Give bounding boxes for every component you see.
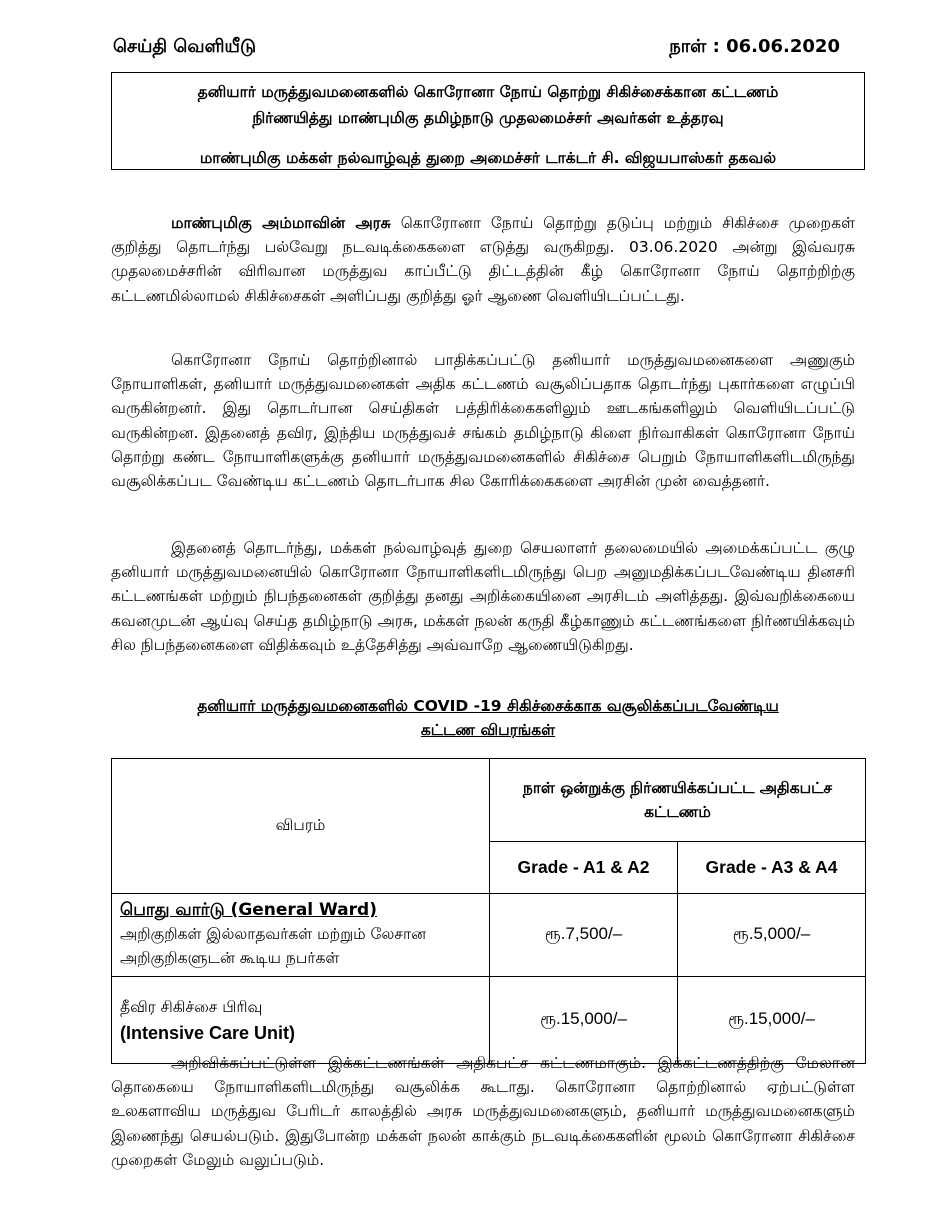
- paragraph-1-lead: மாண்புமிகு அம்மாவின் அரசு: [171, 214, 391, 232]
- headline-line-1: தனியார் மருத்துவமனைகளில் கொரோனா நோய் தொற்று சிகிச்சைக்கான கட்டணம்: [197, 83, 779, 101]
- row-title: பொது வார்டு (General Ward): [120, 900, 377, 920]
- fee-table-title: [111, 694, 865, 742]
- column-header-grade-b: Grade - A3 & A4: [677, 842, 865, 894]
- paragraph-1: [111, 211, 855, 308]
- fee-table-title-line-1: தனியார் மருத்துவமனைகளில் COVID -19 சிகிச்சைக்காக வசூலிக்கப்படவேண்டிய: [197, 697, 779, 715]
- row-description-line-2: அறிகுறிகளுடன் கூடிய நபர்கள்: [120, 949, 340, 967]
- row-label: [112, 894, 490, 977]
- column-header-grade-a: Grade - A1 & A2: [490, 842, 678, 894]
- column-header-max-fee-line-2: கட்டணம்: [644, 803, 711, 822]
- fee-table-title-line-2: கட்டண விபரங்கள்: [420, 721, 556, 739]
- table-row: [112, 894, 866, 977]
- fee-grade-a: ரூ.15,000/–: [490, 977, 678, 1064]
- fee-table: [111, 758, 866, 1064]
- release-date: நாள் : 06.06.2020: [669, 36, 840, 57]
- row-title: தீவிர சிகிச்சை பிரிவு: [120, 998, 263, 1016]
- headline-box: [111, 72, 865, 170]
- headline-subtitle: மாண்புமிகு மக்கள் நல்வாழ்வுத் துறை அமைச்சர் டாக்டர் சி. விஜயபாஸ்கர் தகவல்: [199, 149, 777, 167]
- row-title-english: (Intensive Care Unit): [120, 1023, 296, 1043]
- column-header-max-fee: [490, 759, 866, 842]
- paragraph-1-body: கொரோனா நோய் தொற்று தடுப்பு மற்றும் சிகிச்சை முறைகள் குறித்து தொடர்ந்து பல்வேறு நடவடிக்கைகளை எடுத்து வருகிறது. 03.06.2020 அன்று இவ்வரசு முதலமைச்சரின் விரிவான மருத்துவ காப்பீட்டு திட்டத்தின் கீழ் கொரோனா நோய் தொற்றிற்கு கட்டணமில்லாமல் சிகிச்சைகள் அளிப்பது குறித்து ஓர் ஆணை வெளியிடப்பட்டது.: [111, 214, 855, 305]
- row-description-line-1: அறிகுறிகள் இல்லாதவர்கள் மற்றும் லேசான: [120, 925, 427, 943]
- paragraph-4: அறிவிக்கப்பட்டுள்ள இக்கட்டணங்கள் அதிகபட்ச கட்டணமாகும். இக்கட்டணத்திற்கு மேலான தொகையை நோயாளிகளிடமிருந்து வசூலிக்க கூடாது. கொரோனா தொற்றினால் ஏற்பட்டுள்ள உலகளாவிய மருத்துவ பேரிடர் காலத்தில் அரசு மருத்துவமனைகளும், தனியார் மருத்துவமனைகளும் இணைந்து செயல்படும். இதுபோன்ற மக்கள் நலன் காக்கும் நடவடிக்கைகளின் மூலம் கொரோனா சிகிச்சை முறைகள் மேலும் வலுப்படும்.: [111, 1054, 855, 1169]
- paragraph-3: இதனைத் தொடர்ந்து, மக்கள் நல்வாழ்வுத் துறை செயலாளர் தலைமையில் அமைக்கப்பட்ட குழு தனியார் மருத்துவமனையில் கொரோனா நோயாளிகளிடமிருந்து பெற அனுமதிக்கப்படவேண்டிய தினசரி கட்டணங்கள் மற்றும் நிபந்தனைகள் குறித்து தனது அறிக்கையினை அரசிடம் அளித்தது. இவ்வறிக்கையை கவனமுடன் ஆய்வு செய்த தமிழ்நாடு அரசு, மக்கள் நலன் கருதி கீழ்காணும் கட்டணங்களை நிர்ணயிக்கவும் சில நிபந்தனைகளை விதிக்கவும் உத்தேசித்து அவ்வாறே ஆணையிடுகிறது.: [111, 539, 855, 654]
- fee-grade-b: ரூ.5,000/–: [677, 894, 865, 977]
- column-header-detail: விபரம்: [112, 759, 490, 894]
- column-header-max-fee-line-1: நாள் ஒன்றுக்கு நிர்ணயிக்கப்பட்ட அதிகபட்ச: [522, 779, 833, 798]
- press-release-label: செய்தி வெளியீடு: [113, 36, 257, 57]
- paragraph-2: கொரோனா நோய் தொற்றினால் பாதிக்கப்பட்டு தனியார் மருத்துவமனைகளை அணுகும் நோயாளிகள், தனியார் மருத்துவமனைகள் அதிக கட்டணம் வசூலிப்பதாக தொடர்ந்து புகார்களை எழுப்பி வருகின்றனர். இது தொடர்பான செய்திகள் பத்திரிக்கைகளிலும் ஊடகங்களிலும் வெளியிடப்பட்டு வருகின்றன. இதனைத் தவிர, இந்திய மருத்துவச் சங்கம் தமிழ்நாடு கிளை நிர்வாகிகள் கொரோனா நோய் தொற்று கண்ட நோயாளிகளுக்கு தனியார் மருத்துவமனைகளில் சிகிச்சை பெறும் நோயாளிகளிடமிருந்து வசூலிக்கப்பட வேண்டிய கட்டணம் தொடர்பாக சில கோரிக்கைகளை அரசின் முன் வைத்தனர்.: [111, 351, 855, 491]
- fee-grade-b: ரூ.15,000/–: [677, 977, 865, 1064]
- fee-grade-a: ரூ.7,500/–: [490, 894, 678, 977]
- headline-line-2: நிர்ணயித்து மாண்புமிகு தமிழ்நாடு முதலமைச்சர் அவர்கள் உத்தரவு: [252, 109, 724, 127]
